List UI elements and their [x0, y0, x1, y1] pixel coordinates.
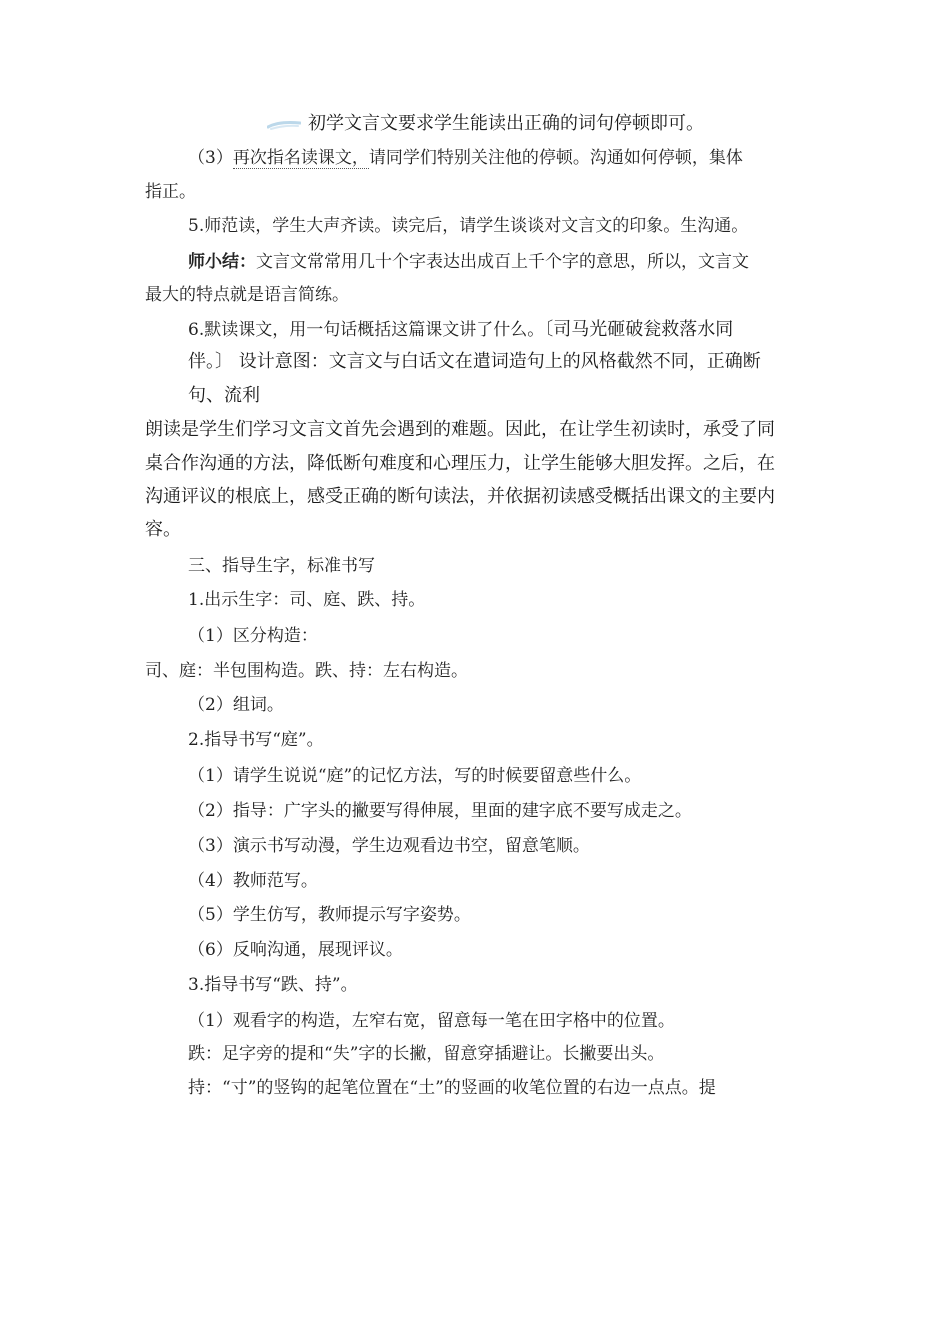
step-show-characters: 1.出示生字：司、庭、跌、持。 — [188, 590, 426, 610]
paragraph-teacher-reading: 5.师范读，学生大声齐读。读完后，请学生谈谈对文言文的印象。生沟通。 — [188, 216, 749, 236]
design-intent-body-3: 沟通评议的根底上，感受正确的断句读法，并依据初读感受概括出课文的主要内 — [145, 486, 775, 507]
design-intent-body-4: 容。 — [145, 519, 181, 540]
top-note: 初学文言文要求学生能读出正确的词句停顿即可。 — [308, 113, 704, 134]
step-die-detail: 跌：足字旁的提和“失”字的长撇，留意穿插避让。长撇要出头。 — [188, 1044, 665, 1064]
paragraph-summary — [188, 251, 749, 273]
paragraph-reread-cont: 指正。 — [145, 182, 196, 202]
step-structure-detail: 司、庭：半包围构造。跌、持：左右构造。 — [145, 661, 468, 681]
step-ting-demo: （3）演示书写动漫，学生边观看边书空，留意笔顺。 — [188, 836, 590, 856]
design-intent-body-1: 朗读是学生们学习文言文首先会遇到的难题。因此，在让学生初读时，承受了同 — [145, 419, 775, 440]
design-intent-line-2: 句、流利 — [188, 385, 260, 406]
step-word-forming: （2）组词。 — [188, 695, 284, 715]
step-chi-detail: 持：“寸”的竖钩的起笔位置在“土”的竖画的收笔位置的右边一点点。提 — [188, 1078, 716, 1098]
paragraph-silent-reading — [188, 318, 733, 342]
step-ting-teacher: （4）教师范写。 — [188, 871, 318, 891]
silent-reading-answer: 〔司马光砸破瓮救落水同 — [544, 319, 734, 340]
silent-reading-text: 6.默读课文，用一句话概括这篇课文讲了什么。 — [188, 320, 545, 340]
step-write-ting: 2.指导书写“庭”。 — [188, 730, 324, 750]
step-structure: （1）区分构造： — [188, 626, 318, 646]
paragraph-summary-cont: 最大的特点就是语言简练。 — [145, 285, 349, 305]
step-write-die-chi: 3.指导书写“跌、持”。 — [188, 975, 358, 995]
underlined-phrase: 再次指名读课文， — [232, 148, 369, 168]
paragraph-text: 请同学们特别关注他的停顿。沟通如何停顿，集体 — [368, 148, 743, 168]
design-intent-body-2: 桌合作沟通的方法，降低断句难度和心理压力，让学生能够大胆发挥。之后，在 — [145, 453, 775, 474]
scribble-decoration — [267, 117, 301, 131]
step-ting-guide: （2）指导：广字头的撇要写得伸展，里面的建字底不要写成走之。 — [188, 801, 692, 821]
item-number: （3） — [188, 148, 233, 168]
step-observe-structure: （1）观看字的构造，左窄右宽，留意每一笔在田字格中的位置。 — [188, 1011, 675, 1031]
step-ting-memory: （1）请学生说说“庭”的记忆方法，写的时候要留意些什么。 — [188, 766, 642, 786]
summary-label: 师小结： — [188, 252, 256, 272]
step-ting-feedback: （6）反响沟通，展现评议。 — [188, 940, 403, 960]
design-intent-line-1: 伴。〕 设计意图：文言文与白话文在遣词造句上的风格截然不同，正确断 — [188, 351, 761, 372]
paragraph-reread — [188, 147, 743, 169]
step-ting-imitate: （5）学生仿写，教师提示写字姿势。 — [188, 905, 471, 925]
section-heading: 三、指导生字，标准书写 — [188, 556, 375, 576]
summary-text: 文言文常常用几十个字表达出成百上千个字的意思，所以，文言文 — [256, 252, 749, 272]
